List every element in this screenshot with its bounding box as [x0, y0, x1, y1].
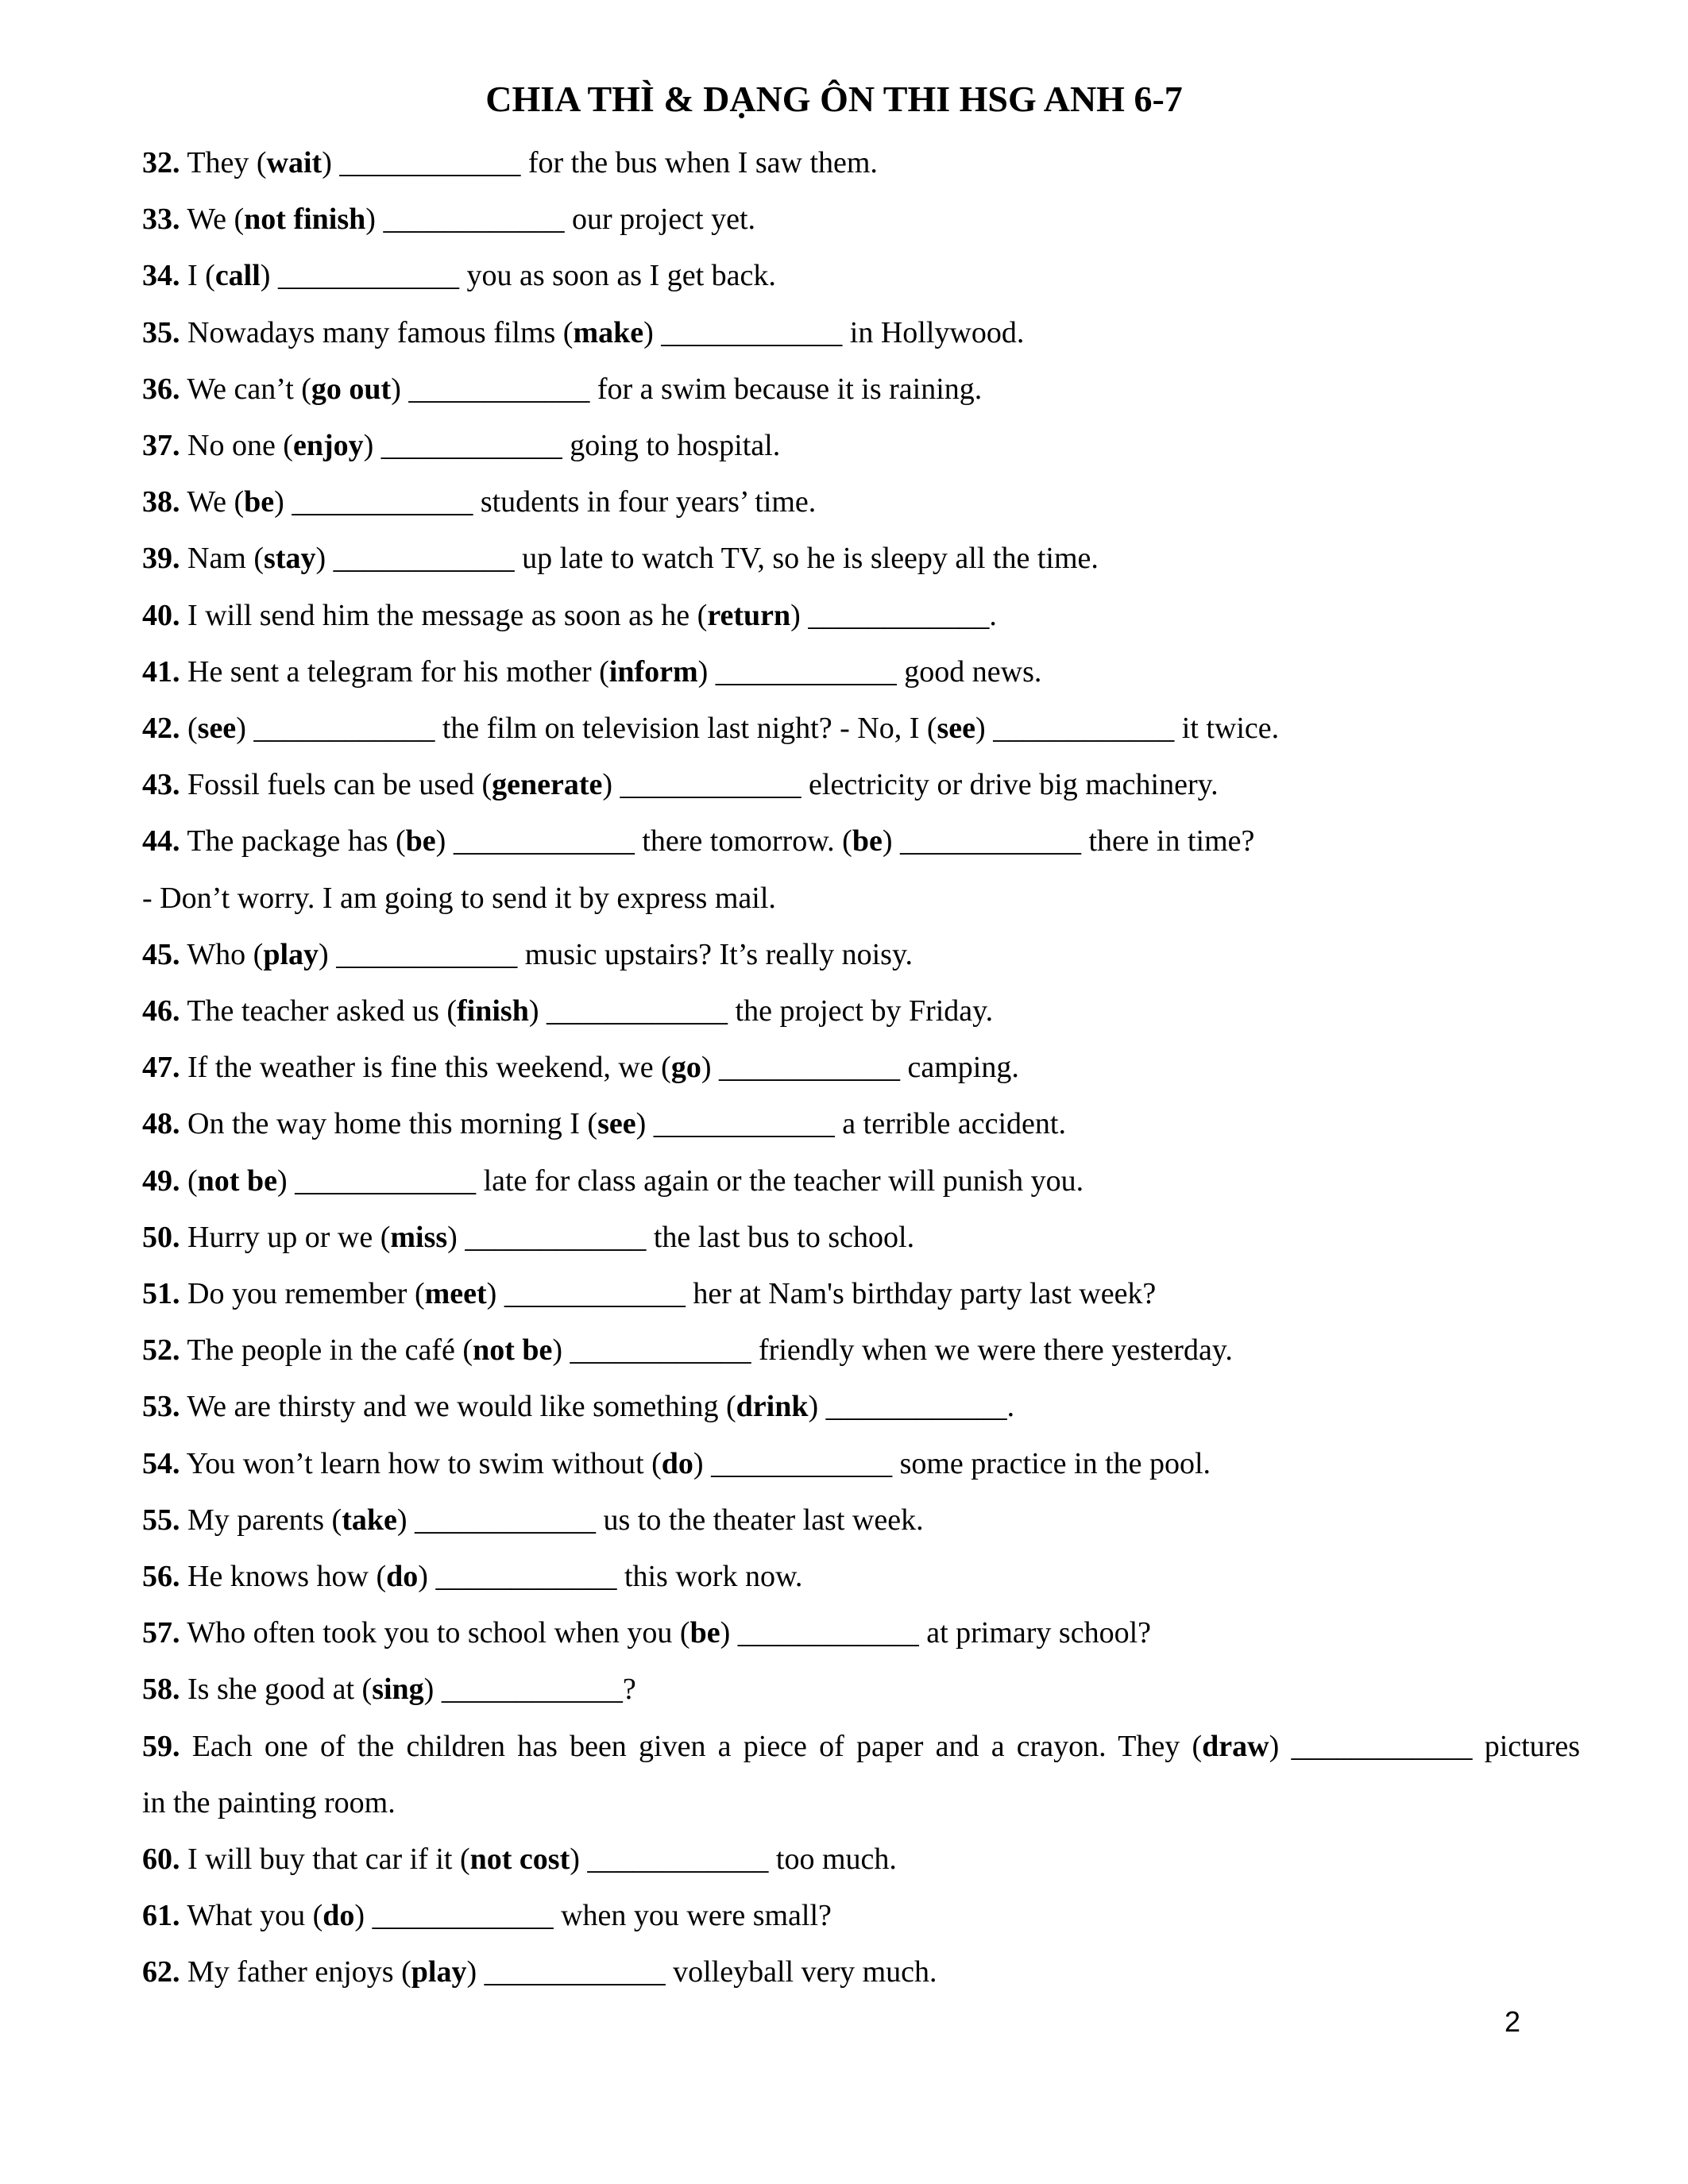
verb-cue: call	[214, 259, 261, 293]
verb-cue: sing	[372, 1673, 424, 1707]
item-text: )	[528, 994, 547, 1028]
exercise-item	[142, 482, 1580, 522]
verb-cue: see	[197, 712, 237, 745]
item-text: Is she good at (	[180, 1673, 373, 1707]
verb-cue: not be	[197, 1163, 277, 1198]
exercise-item	[142, 596, 1580, 635]
item-number: 51.	[142, 1277, 180, 1310]
exercise-item	[142, 1274, 1580, 1314]
verb-cue: miss	[390, 1220, 448, 1254]
item-number: 52.	[142, 1333, 180, 1368]
item-text: Nam (	[180, 542, 265, 576]
answer-blank: ____________	[380, 429, 562, 462]
answer-blank: ____________	[408, 372, 590, 406]
item-text: camping.	[899, 1051, 1019, 1085]
item-text: )	[276, 1163, 295, 1198]
item-text: )	[693, 1446, 712, 1480]
exercise-item	[142, 708, 1580, 748]
item-text: in the painting room.	[142, 1785, 396, 1819]
verb-cue: be	[244, 485, 275, 519]
verb-cue: not finish	[244, 203, 366, 237]
item-text: )	[418, 1560, 436, 1593]
item-text: going to hospital.	[562, 429, 781, 462]
item-text: (	[180, 1163, 198, 1198]
verb-cue: be	[405, 824, 436, 859]
item-number: 39.	[142, 542, 180, 576]
exercise-item	[142, 1727, 1580, 1766]
item-number: 58.	[142, 1673, 180, 1707]
item-text: for a swim because it is raining.	[589, 372, 983, 406]
verb-cue: generate	[492, 768, 603, 802]
item-text: The package has (	[180, 824, 406, 859]
item-text: )	[720, 1616, 738, 1650]
exercise-item	[142, 199, 1580, 239]
exercise-item	[142, 1104, 1580, 1144]
item-text: Each one of the children has been given a piece of paper and a crayon. They (	[180, 1729, 1203, 1763]
item-number: 47.	[142, 1051, 180, 1085]
verb-cue: take	[342, 1503, 397, 1537]
exercise-item	[142, 1444, 1580, 1484]
verb-cue: drink	[736, 1390, 809, 1424]
verb-cue: play	[263, 937, 319, 971]
verb-cue: see	[937, 712, 976, 745]
verb-cue: do	[661, 1446, 693, 1480]
item-text: )	[435, 824, 454, 859]
verb-cue: not be	[473, 1333, 553, 1368]
exercise-item	[142, 1952, 1580, 1992]
answer-blank: ____________	[295, 1163, 477, 1198]
item-text: We (	[180, 203, 245, 237]
item-text: at primary school?	[918, 1616, 1152, 1650]
answer-blank: ____________	[993, 712, 1175, 745]
item-text: You won’t learn how to swim without (	[180, 1446, 662, 1480]
answer-blank: ____________	[253, 712, 435, 745]
exercise-item	[142, 369, 1580, 409]
exercise-item	[142, 1387, 1580, 1426]
verb-cue: go out	[311, 372, 392, 406]
exercise-item	[142, 1048, 1580, 1087]
item-text: On the way home this morning I (	[180, 1107, 598, 1141]
item-text: )	[236, 712, 254, 745]
verb-cue: make	[573, 315, 644, 349]
item-text: My parents (	[180, 1503, 342, 1537]
answer-blank: ____________	[620, 768, 802, 802]
answer-blank: ____________	[277, 259, 459, 293]
answer-blank: ____________	[435, 1560, 617, 1593]
answer-blank: ____________	[661, 315, 843, 349]
item-text: The teacher asked us (	[180, 994, 458, 1028]
item-text: pictures	[1472, 1729, 1580, 1763]
item-text: )	[363, 429, 381, 462]
item-number: 44.	[142, 824, 180, 859]
exercise-item	[142, 935, 1580, 974]
item-text: )	[447, 1220, 465, 1254]
item-number: 53.	[142, 1390, 180, 1424]
item-text: there tomorrow. (	[634, 824, 852, 859]
exercise-continuation	[142, 1783, 1580, 1823]
item-number: 43.	[142, 768, 180, 802]
item-text: music upstairs? It’s really noisy.	[517, 937, 913, 971]
item-text: Nowadays many famous films (	[180, 315, 574, 349]
item-number: 55.	[142, 1503, 180, 1537]
item-text: Do you remember (	[180, 1277, 425, 1310]
item-text: .	[1006, 1390, 1015, 1424]
item-text: )	[570, 1843, 588, 1876]
verb-cue: see	[597, 1107, 636, 1141]
item-text: They (	[180, 146, 267, 179]
exercise-item	[142, 1500, 1580, 1540]
exercise-item	[142, 1161, 1580, 1201]
verb-cue: wait	[266, 146, 323, 179]
item-text: a terrible accident.	[834, 1107, 1066, 1141]
item-number: 36.	[142, 372, 180, 406]
item-text: volleyball very much.	[665, 1955, 937, 1989]
item-number: 56.	[142, 1560, 180, 1593]
answer-blank: ____________	[808, 598, 990, 632]
verb-cue: do	[323, 1899, 355, 1933]
item-number: 38.	[142, 485, 180, 519]
answer-blank: ____________	[465, 1220, 647, 1254]
item-text: My father enjoys (	[180, 1955, 411, 1989]
item-text: for the bus when I saw them.	[520, 146, 878, 179]
verb-cue: inform	[608, 654, 698, 689]
item-text: this work now.	[616, 1560, 803, 1593]
verb-cue: be	[689, 1616, 720, 1650]
item-text: What you (	[180, 1899, 323, 1933]
item-text: )	[975, 712, 994, 745]
item-text: )	[260, 259, 278, 293]
item-number: 34.	[142, 259, 180, 293]
item-text: We (	[180, 485, 245, 519]
answer-blank: ____________	[383, 203, 565, 237]
verb-cue: meet	[424, 1277, 487, 1310]
answer-blank: ____________	[653, 1107, 835, 1141]
item-number: 32.	[142, 146, 180, 179]
item-text: )	[882, 824, 900, 859]
item-text: No one (	[180, 429, 293, 462]
exercise-item	[142, 1217, 1580, 1257]
exercise-item	[142, 1613, 1580, 1653]
item-text: late for class again or the teacher will punish you.	[476, 1163, 1084, 1198]
item-text: )	[315, 542, 334, 576]
item-number: 54.	[142, 1446, 180, 1480]
exercise-item	[142, 1330, 1580, 1370]
item-text: Who (	[180, 937, 264, 971]
verb-cue: stay	[264, 542, 316, 576]
item-number: 33.	[142, 203, 180, 237]
item-text: Who often took you to school when you (	[180, 1616, 690, 1650]
item-text: )	[697, 654, 716, 689]
item-text: ?	[622, 1673, 636, 1707]
item-text: )	[391, 372, 409, 406]
item-number: 40.	[142, 598, 180, 632]
answer-blank: ____________	[1291, 1729, 1473, 1763]
item-text: in Hollywood.	[842, 315, 1025, 349]
exercise-item	[142, 1557, 1580, 1596]
item-number: 41.	[142, 654, 180, 689]
item-text: )	[322, 146, 340, 179]
item-text: We are thirsty and we would like something (	[180, 1390, 736, 1424]
verb-cue: enjoy	[292, 429, 364, 462]
item-number: 42.	[142, 712, 180, 745]
answer-blank: ____________	[504, 1277, 686, 1310]
answer-blank: ____________	[333, 542, 515, 576]
item-number: 49.	[142, 1163, 180, 1198]
item-text: )	[701, 1051, 719, 1085]
item-text: We can’t (	[180, 372, 311, 406]
item-text: )	[552, 1333, 570, 1368]
answer-blank: ____________	[711, 1446, 893, 1480]
exercise-item	[142, 652, 1580, 692]
exercise-item	[142, 1839, 1580, 1879]
item-text: )	[643, 315, 662, 349]
verb-cue: draw	[1202, 1729, 1269, 1763]
answer-blank: ____________	[453, 824, 635, 859]
item-text: our project yet.	[564, 203, 756, 237]
verb-cue: play	[411, 1955, 467, 1989]
item-text: too much.	[768, 1843, 897, 1876]
item-text: good news.	[896, 654, 1042, 689]
item-text: )	[274, 485, 292, 519]
answer-blank: ____________	[339, 146, 521, 179]
answer-blank: ____________	[899, 824, 1081, 859]
exercise-item	[142, 1669, 1580, 1709]
exercise-item	[142, 821, 1580, 861]
exercise-item	[142, 256, 1580, 295]
item-text: (	[180, 712, 198, 745]
item-number: 59.	[142, 1729, 180, 1763]
item-text: us to the theater last week.	[596, 1503, 924, 1537]
item-number: 48.	[142, 1107, 180, 1141]
answer-blank: ____________	[718, 1051, 900, 1085]
exercise-continuation	[142, 878, 1580, 918]
item-text: He knows how (	[180, 1560, 387, 1593]
item-text: when you were small?	[553, 1899, 832, 1933]
answer-blank: ____________	[292, 485, 473, 519]
answer-blank: ____________	[587, 1843, 769, 1876]
item-text: students in four years’ time.	[473, 485, 817, 519]
item-text: )	[423, 1673, 442, 1707]
exercise-item	[142, 765, 1580, 805]
exercise-item	[142, 313, 1580, 353]
item-number: 46.	[142, 994, 180, 1028]
item-number: 62.	[142, 1955, 180, 1989]
answer-blank: ____________	[737, 1616, 919, 1650]
exercise-item	[142, 426, 1580, 465]
item-text: )	[396, 1503, 415, 1537]
answer-blank: ____________	[570, 1333, 751, 1368]
item-text: there in time?	[1080, 824, 1255, 859]
item-text: I (	[180, 259, 215, 293]
item-text: )	[635, 1107, 654, 1141]
item-text: friendly when we were there yesterday.	[751, 1333, 1233, 1368]
page-title: CHIA THÌ & DẠNG ÔN THI HSG ANH 6-7	[485, 79, 1183, 119]
item-text: )	[319, 937, 337, 971]
item-text: the last bus to school.	[646, 1220, 915, 1254]
exercise-item	[142, 143, 1580, 183]
verb-cue: be	[852, 824, 883, 859]
item-text: He sent a telegram for his mother (	[180, 654, 609, 689]
exercise-item	[142, 538, 1580, 578]
item-text: I will buy that car if it (	[180, 1843, 470, 1876]
item-text: )	[365, 203, 384, 237]
verb-cue: do	[386, 1560, 419, 1593]
item-text: some practice in the pool.	[892, 1446, 1211, 1480]
verb-cue: not cost	[469, 1843, 570, 1876]
verb-cue: go	[670, 1051, 701, 1085]
item-number: 50.	[142, 1220, 180, 1254]
item-text: .	[989, 598, 997, 632]
answer-blank: ____________	[336, 937, 518, 971]
item-text: )	[466, 1955, 485, 1989]
answer-blank: ____________	[825, 1390, 1007, 1424]
verb-cue: return	[707, 598, 791, 632]
item-number: 35.	[142, 315, 180, 349]
answer-blank: ____________	[484, 1955, 666, 1989]
item-text: )	[486, 1277, 504, 1310]
item-number: 60.	[142, 1843, 180, 1876]
page-number: 2	[1505, 2005, 1521, 2038]
item-text: her at Nam's birthday party last week?	[685, 1277, 1157, 1310]
item-text: )	[790, 598, 809, 632]
item-text: The people in the café (	[180, 1333, 473, 1368]
item-number: 57.	[142, 1616, 180, 1650]
item-text: - Don’t worry. I am going to send it by express mail.	[142, 881, 776, 915]
item-number: 61.	[142, 1899, 180, 1933]
item-text: electricity or drive big machinery.	[801, 768, 1219, 802]
item-text: )	[354, 1899, 373, 1933]
item-text: If the weather is fine this weekend, we (	[180, 1051, 671, 1085]
item-text: I will send him the message as soon as he (	[180, 598, 708, 632]
item-number: 37.	[142, 429, 180, 462]
verb-cue: finish	[457, 994, 529, 1028]
answer-blank: ____________	[715, 654, 897, 689]
answer-blank: ____________	[441, 1673, 623, 1707]
item-text: )	[1269, 1729, 1292, 1763]
exercise-item	[142, 1896, 1580, 1935]
item-text: up late to watch TV, so he is sleepy all the time.	[514, 542, 1099, 576]
item-text: it twice.	[1174, 712, 1280, 745]
item-number: 45.	[142, 937, 180, 971]
exercise-item	[142, 991, 1580, 1031]
item-text: the project by Friday.	[728, 994, 994, 1028]
item-text: )	[808, 1390, 826, 1424]
answer-blank: ____________	[547, 994, 728, 1028]
answer-blank: ____________	[372, 1899, 554, 1933]
item-text: Fossil fuels can be used (	[180, 768, 492, 802]
item-text: the film on television last night? - No, I (	[435, 712, 937, 745]
item-text: )	[602, 768, 620, 802]
item-text: you as soon as I get back.	[458, 259, 776, 293]
item-text: Hurry up or we (	[180, 1220, 391, 1254]
answer-blank: ____________	[415, 1503, 596, 1537]
